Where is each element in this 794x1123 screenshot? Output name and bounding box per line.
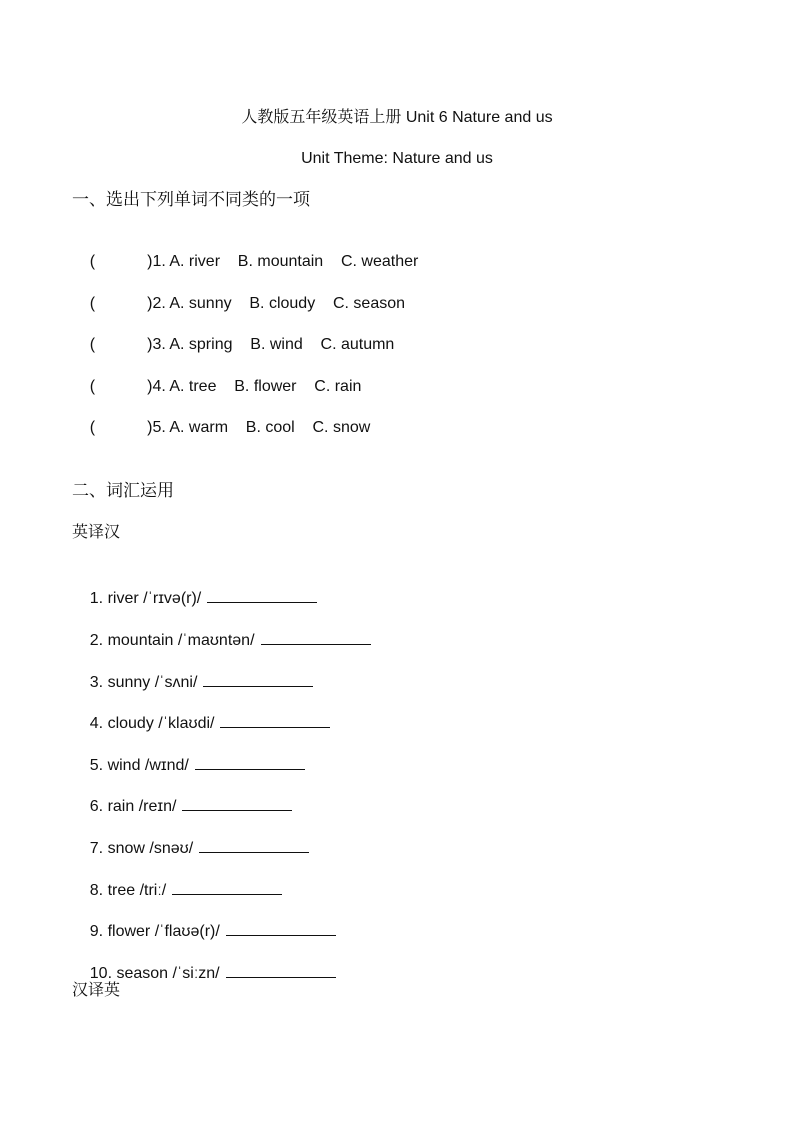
answer-paren-close: ) — [147, 295, 153, 312]
question-text: 2. A. sunny B. cloudy C. season — [152, 295, 406, 312]
fill-in-blank[interactable] — [199, 835, 309, 853]
vocab-text: 4. cloudy /ˈklaʊdi/ — [89, 715, 215, 732]
choice-question-5 — [72, 398, 370, 458]
question-text: 3. A. spring B. wind C. autumn — [152, 336, 395, 353]
fill-in-blank[interactable] — [220, 710, 330, 728]
vocab-text: 7. snow /snəʊ/ — [89, 840, 194, 857]
answer-paren-close: ) — [147, 336, 153, 353]
fill-in-blank[interactable] — [207, 585, 317, 603]
vocab-text: 1. river /ˈrɪvə(r)/ — [89, 590, 202, 607]
vocab-text: 9. flower /ˈflaʊə(r)/ — [89, 923, 220, 940]
section-2-heading: 二、词汇运用 — [72, 481, 174, 500]
answer-paren-close: ) — [147, 253, 153, 270]
question-text: 5. A. warm B. cool C. snow — [152, 419, 371, 436]
fill-in-blank[interactable] — [182, 793, 292, 811]
fill-in-blank[interactable] — [172, 877, 282, 895]
section-1-heading: 一、选出下列单词不同类的一项 — [72, 190, 310, 209]
fill-in-blank[interactable] — [203, 669, 313, 687]
subheading-chinese-to-english: 汉译英 — [72, 982, 121, 999]
vocab-text: 5. wind /wɪnd/ — [89, 757, 189, 774]
answer-paren-open: ( — [89, 295, 96, 312]
answer-paren-close: ) — [147, 378, 153, 395]
question-text: 1. A. river B. mountain C. weather — [152, 253, 419, 270]
answer-paren-open: ( — [89, 419, 96, 436]
fill-in-blank[interactable] — [261, 627, 371, 645]
page-title: 人教版五年级英语上册 Unit 6 Nature and us — [241, 109, 553, 126]
answer-paren-open: ( — [89, 253, 96, 270]
question-text: 4. A. tree B. flower C. rain — [152, 378, 362, 395]
vocab-text: 2. mountain /ˈmaʊntən/ — [89, 632, 255, 649]
vocab-text: 8. tree /triː/ — [89, 882, 167, 899]
answer-paren-open: ( — [89, 336, 96, 353]
fill-in-blank[interactable] — [226, 918, 336, 936]
vocab-text: 6. rain /reɪn/ — [89, 798, 177, 815]
answer-paren-open: ( — [89, 378, 96, 395]
subheading-english-to-chinese: 英译汉 — [72, 524, 121, 541]
vocab-text: 3. sunny /ˈsʌni/ — [89, 674, 198, 691]
vocab-text: 10. season /ˈsiːzn/ — [89, 965, 220, 982]
page-subtitle: Unit Theme: Nature and us — [301, 150, 493, 167]
answer-paren-close: ) — [147, 419, 153, 436]
fill-in-blank[interactable] — [195, 752, 305, 770]
fill-in-blank[interactable] — [226, 960, 336, 978]
